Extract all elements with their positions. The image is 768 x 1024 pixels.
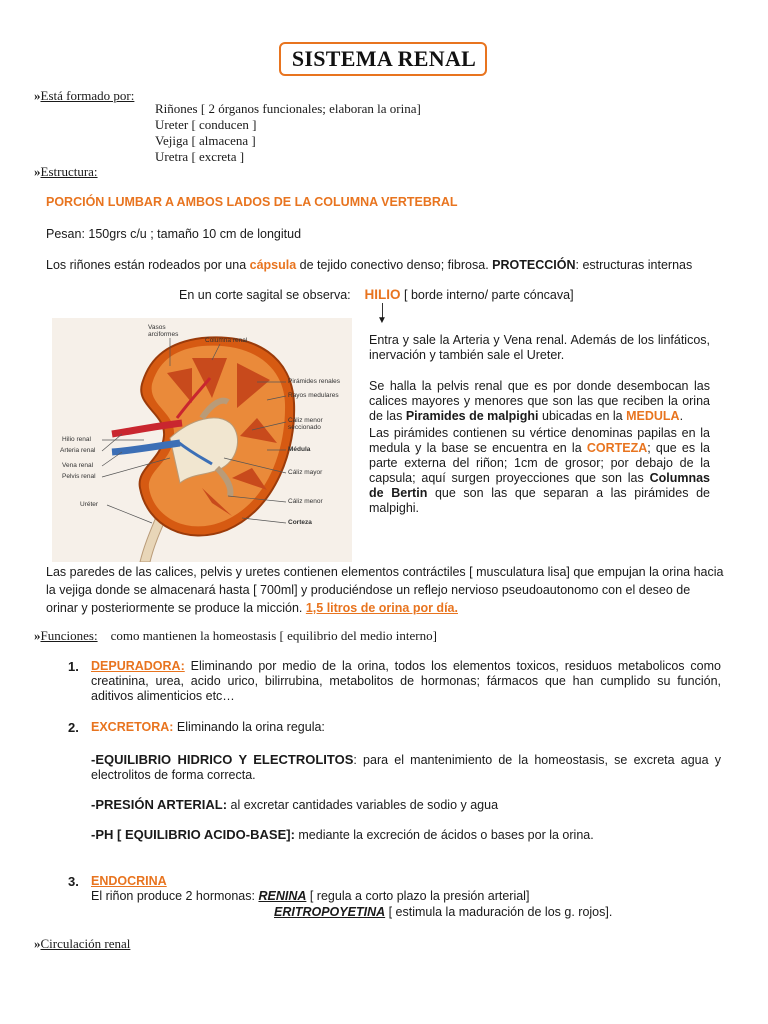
label-corteza: Corteza	[288, 519, 312, 526]
composition-list	[155, 101, 421, 165]
excretora-title: EXCRETORA:	[91, 720, 174, 734]
urine-per-day-highlight: 1,5 litros de orina por día.	[305, 601, 458, 615]
corteza-keyword: CORTEZA	[586, 441, 648, 455]
section-functions-heading	[34, 628, 437, 644]
function-number: 2.	[68, 720, 79, 735]
label-rayos: Rayos medulares	[288, 392, 339, 399]
label-caliz-menor: Cáliz menor	[288, 498, 323, 505]
capsule-keyword: cápsula	[249, 258, 297, 272]
label-arteria: Arteria renal	[60, 447, 96, 454]
lumbar-subheading: PORCIÓN LUMBAR A AMBOS LADOS DE LA COLUMNA VERTEBRAL	[46, 195, 458, 209]
sagittal-line: En un corte sagital se observa: HILIO [ borde interno/ parte cóncava]	[179, 287, 574, 302]
label-hilio: Hilio renal	[62, 436, 91, 443]
down-arrow-icon: ▼	[377, 315, 387, 326]
bullet-icon: »	[34, 88, 41, 103]
label-ureter: Uréter	[80, 501, 99, 508]
malpighi-keyword: Piramides de malpighi	[405, 409, 539, 423]
circulation-heading-text: Circulación renal	[40, 936, 131, 951]
bullet-icon: »	[34, 936, 41, 951]
pelvis-description: Se halla la pelvis renal que es por donde desembocan las calices mayores y menores que son las que reciben la orina de las Piramides de malpighi ubicadas en la MEDULA.	[369, 379, 710, 423]
weight-line: Pesan: 150grs c/u ; tamaño 10 cm de longitud	[46, 227, 302, 241]
section-composition-heading	[34, 88, 134, 104]
kidney-figure	[52, 318, 352, 562]
label-piramides: Pirámides renales	[288, 378, 341, 385]
hilio-keyword: HILIO	[364, 287, 401, 302]
function-number: 1.	[68, 659, 79, 674]
function-depuradora: DEPURADORA: Eliminando por medio de la orina, todos los elementos toxicos, residuos metabolicos como creatinina, urea, acido urico, bilirrubina, metabolitos de hormonas; fármacos que han cumplido su función, aditivos alimenticios etc…	[91, 659, 721, 703]
hormones-line-2: ERITROPOYETINA [ estimula la maduración de los g. rojos].	[274, 905, 613, 919]
hilio-description: Entra y sale la Arteria y Vena renal. Además de los linfáticos, inervación y también sale el Ureter.	[369, 333, 710, 362]
label-caliz-menor-seccionado: Cáliz menor seccionado	[288, 417, 323, 431]
ph-balance: -PH [ EQUILIBRIO ACIDO-BASE]: mediante la excreción de ácidos o bases por la orina.	[91, 827, 594, 842]
composition-heading-text: Está formado por:	[40, 88, 135, 103]
capsule-line: Los riñones están rodeados por una cápsula de tejido conectivo denso; fibrosa. PROTECCIÓN: estructuras internas	[46, 258, 693, 272]
label-columna: Columna renal	[205, 337, 248, 344]
cortex-description: Las pirámides contienen su vértice denominas papilas en la medula y la base se encuentra en la CORTEZA; que es la parte externa del riñon; 1cm de grosor; por debajo de la capsula; aquí surgen proyecciones que son las Columnas de Bertin que son las que separan a las pirámides de malpighi.	[369, 426, 710, 515]
protection-keyword: PROTECCIÓN	[492, 258, 576, 272]
medula-keyword: MEDULA	[626, 409, 680, 423]
label-medula: Médula	[288, 446, 311, 453]
label-vasos: Vasos arciformes	[148, 324, 179, 338]
functions-intro: como mantienen la homeostasis [ equilibrio del medio interno]	[110, 628, 437, 643]
depuradora-title: DEPURADORA:	[91, 659, 185, 673]
water-electrolyte-balance: -EQUILIBRIO HIDRICO Y ELECTROLITOS: para el mantenimiento de la homeostasis, se excreta agua y electrolitos de forma correcta.	[91, 752, 721, 782]
list-item: Ureter [ conducen ]	[155, 117, 257, 132]
renina-keyword: RENINA	[258, 889, 307, 903]
ph-title: -PH [ EQUILIBRIO ACIDO-BASE]:	[91, 827, 295, 842]
hormones-line-1: El riñon produce 2 hormonas: RENINA [ regula a corto plazo la presión arterial]	[91, 889, 530, 903]
section-circulation-heading	[34, 936, 130, 952]
eritropoyetina-keyword: ERITROPOYETINA	[274, 905, 386, 919]
page-title: SISTEMA RENAL	[291, 46, 477, 71]
bullet-icon: »	[34, 164, 41, 179]
section-structure-heading	[34, 164, 98, 180]
walls-paragraph: Las paredes de las calices, pelvis y uretes contienen elementos contráctiles [ musculatura lisa] que empujan la orina hacia la vejiga donde se almacenará hasta [ 700ml] y produciéndose un reflejo nervioso pseudoautonomo con el deseo de orinar y posteriormente se produce la micción. 1,5 litros de orina por día.	[46, 565, 724, 615]
functions-heading-text: Funciones:	[40, 628, 98, 643]
label-vena: Vena renal	[62, 462, 94, 469]
list-item: Vejiga [ almacena ]	[155, 133, 256, 148]
presion-arterial-title: -PRESIÓN ARTERIAL:	[91, 797, 228, 812]
bullet-icon: »	[34, 628, 41, 643]
equilibrio-hidrico-title: -EQUILIBRIO HIDRICO Y ELECTROLITOS	[91, 752, 354, 767]
list-item: Uretra [ excreta ]	[155, 149, 245, 164]
function-excretora: EXCRETORA: Eliminando la orina regula:	[91, 720, 325, 734]
endocrina-title: ENDOCRINA	[91, 874, 167, 888]
structure-heading-text: Estructura:	[40, 164, 98, 179]
list-item: Riñones [ 2 órganos funcionales; elaboran la orina]	[155, 101, 421, 116]
label-caliz-mayor: Cáliz mayor	[288, 469, 323, 476]
label-pelvis: Pelvis renal	[62, 473, 96, 480]
bertin-keyword: Columnas de Bertin	[369, 471, 710, 500]
function-number: 3.	[68, 874, 79, 889]
blood-pressure: -PRESIÓN ARTERIAL: al excretar cantidades variables de sodio y agua	[91, 797, 499, 812]
